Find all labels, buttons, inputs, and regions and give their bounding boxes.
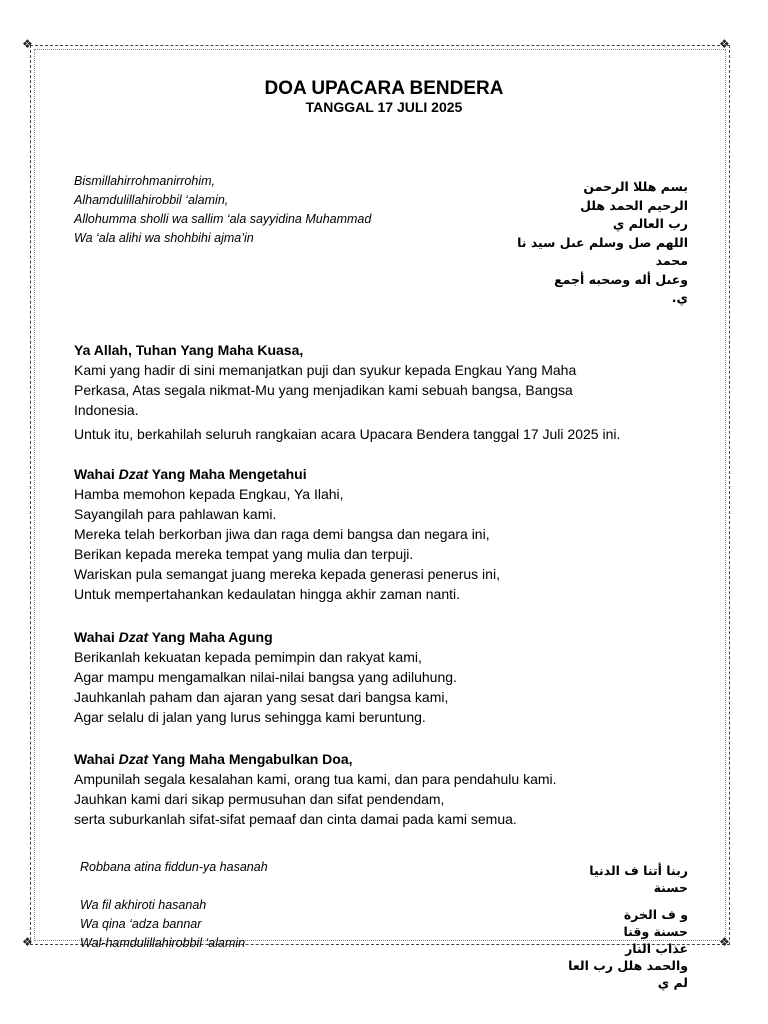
opening-arabic-line: محمد (655, 253, 688, 268)
closing-arabic-line: والحمد هلل رب العا (568, 958, 688, 973)
heading-text: Wahai (74, 466, 119, 482)
prayer-paragraph-3 (74, 627, 714, 727)
line-spacer (528, 896, 688, 906)
paragraph-line: Berikan kepada mereka tempat yang mulia dan terpuji. (74, 546, 414, 562)
paragraph-line: Hamba memohon kepada Engkau, Ya Ilahi, (74, 486, 344, 502)
prayer-paragraph-2 (74, 464, 714, 604)
closing-latin-line: Robbana atina fiddun-ya hasanah (80, 860, 268, 874)
prayer-paragraph-4 (74, 749, 714, 829)
opening-arabic (498, 178, 688, 308)
line-spacer (80, 877, 268, 896)
heading-text: Yang Maha Mengetahui (148, 466, 307, 482)
closing-latin-line: Wa qina ‘adza bannar (80, 917, 202, 931)
heading-text: Wahai (74, 629, 119, 645)
paragraph-line: Perkasa, Atas segala nikmat-Mu yang menjadikan kami sebuah bangsa, Bangsa (74, 382, 573, 398)
paragraph-line: Berikanlah kekuatan kepada pemimpin dan rakyat kami, (74, 649, 422, 665)
document-date: TANGGAL 17 JULI 2025 (305, 99, 463, 115)
closing-arabic-line: ربنا أتنا ف الدنيا (589, 863, 688, 878)
opening-arabic-line: اللهم صل وسلم عىل سيد نا (517, 234, 688, 250)
opening-latin-line: Wa ‘ala alihi wa shohbihi ajma’in (74, 231, 254, 245)
closing-latin-line: Wal-hamdulillahirobbil ‘alamin (80, 936, 246, 950)
closing-arabic-line: حسنة وقنا (623, 924, 688, 939)
opening-arabic-line: وعىل أله وصحبه أجمع (554, 271, 688, 287)
closing-latin (80, 858, 268, 953)
paragraph-line: Agar selalu di jalan yang lurus sehingga kami beruntung. (74, 709, 426, 725)
opening-arabic-line: رب العالم ي (612, 216, 688, 231)
heading-emphasis: Dzat (118, 751, 149, 767)
heading-text: Yang Maha Mengabulkan Doa, (148, 751, 353, 767)
corner-ornament: ❖ (22, 935, 33, 949)
paragraph-line: Jauhkan kami dari sikap permusuhan dan sifat pendendam, (74, 791, 445, 807)
paragraph-heading: Ya Allah, Tuhan Yang Maha Kuasa, (74, 342, 304, 358)
closing-arabic (528, 862, 688, 991)
closing-arabic-line: عذاب النار (625, 941, 688, 956)
paragraph-line: Sayangilah para pahlawan kami. (74, 506, 277, 522)
paragraph-line: Untuk mempertahankan kedaulatan hingga akhir zaman nanti. (74, 586, 461, 602)
paragraph-line: Wariskan pula semangat juang mereka kepada generasi penerus ini, (74, 566, 500, 582)
opening-latin-line: Alhamdulillahirobbil ‘alamin, (74, 193, 229, 207)
opening-arabic-line: الرحيم الحمد هلل (580, 197, 688, 213)
paragraph-line: Mereka telah berkorban jiwa dan raga demi bangsa dan negara ini, (74, 526, 490, 542)
paragraph-heading (74, 749, 714, 769)
document-title: DOA UPACARA BENDERA (264, 78, 504, 99)
paragraph-line: Jauhkanlah paham dan ajaran yang sesat dari bangsa kami, (74, 689, 449, 705)
paragraph-line: Indonesia. (74, 402, 139, 418)
paragraph-line: Ampunilah segala kesalahan kami, orang tua kami, dan para pendahulu kami. (74, 771, 557, 787)
heading-emphasis: Dzat (118, 629, 149, 645)
corner-ornament: ❖ (719, 37, 730, 51)
opening-arabic-line: ي. (671, 290, 688, 305)
paragraph-heading (74, 464, 714, 484)
paragraph-heading (74, 627, 714, 647)
closing-arabic-line: و ف الخرة (623, 907, 688, 922)
prayer-paragraph-1 (74, 340, 714, 444)
closing-latin-line: Wa fil akhiroti hasanah (80, 898, 207, 912)
heading-text: Wahai (74, 751, 119, 767)
heading-emphasis: Dzat (118, 466, 149, 482)
closing-arabic-line: حسنة (653, 880, 688, 895)
corner-ornament: ❖ (719, 935, 730, 949)
heading-text: Yang Maha Agung (148, 629, 273, 645)
opening-arabic-line: بسم هللا الرحمن (583, 179, 688, 194)
opening-latin (74, 172, 371, 248)
corner-ornament: ❖ (22, 37, 33, 51)
paragraph-line: Agar mampu mengamalkan nilai-nilai bangsa yang adiluhung. (74, 669, 457, 685)
paragraph-line: Untuk itu, berkahilah seluruh rangkaian acara Upacara Bendera tanggal 17 Juli 2025 ini. (74, 426, 621, 442)
paragraph-line: serta suburkanlah sifat-sifat pemaaf dan cinta damai pada kami semua. (74, 811, 517, 827)
opening-latin-line: Bismillahirrohmanirrohim, (74, 174, 216, 188)
paragraph-line: Kami yang hadir di sini memanjatkan puji dan syukur kepada Engkau Yang Maha (74, 362, 577, 378)
opening-latin-line: Allohumma sholli wa sallim ‘ala sayyidina Muhammad (74, 212, 372, 226)
closing-arabic-line: لم ي (657, 975, 688, 990)
